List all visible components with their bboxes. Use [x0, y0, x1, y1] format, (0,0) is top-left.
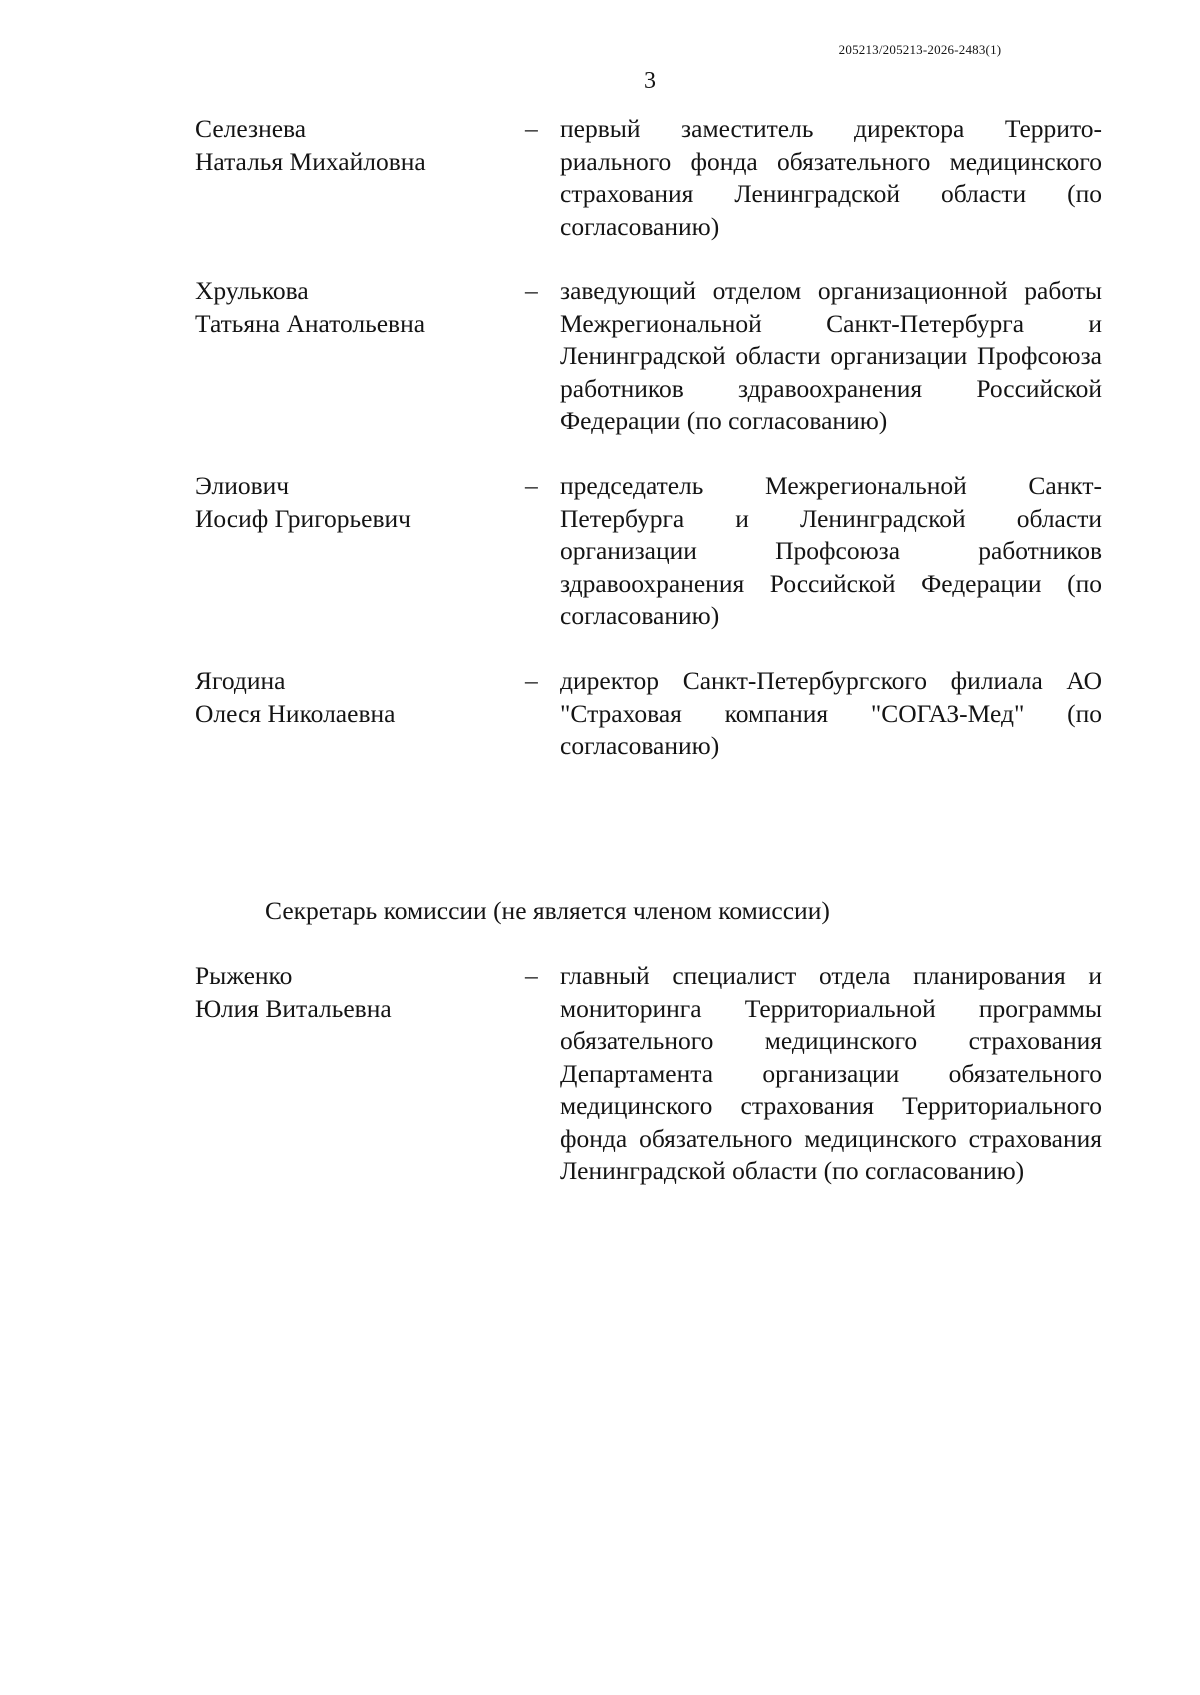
member-name [195, 665, 515, 730]
member-entry [0, 665, 1200, 763]
dash-separator: – [525, 114, 538, 143]
document-registration-number: 205213/205213-2026-2483(1) [838, 42, 1002, 57]
member-position: председатель Межрегиональной Санкт-Петербурга и Ленинградской области организации Профсоюза работников здравоохранения Российской Федерации (по согласованию) [560, 471, 1102, 630]
dash-separator: – [525, 961, 538, 990]
member-given-names: Олеся Николаевна [195, 698, 396, 728]
member-surname: Селезнева [195, 114, 307, 143]
dash-separator: – [525, 471, 538, 500]
member-name [195, 275, 515, 340]
member-given-names: Татьяна Анатольевна [195, 308, 426, 338]
member-entry [0, 275, 1200, 438]
member-name [195, 470, 515, 535]
member-surname: Ягодина [195, 666, 286, 695]
secretary-given-names: Юлия Витальевна [195, 993, 392, 1023]
member-name [195, 113, 515, 178]
secretary-entry [0, 960, 1200, 1188]
member-entry [0, 113, 1200, 243]
member-surname: Элиович [195, 471, 290, 500]
member-given-names: Наталья Михайловна [195, 146, 426, 176]
member-given-names: Иосиф Григорьевич [195, 503, 411, 533]
member-position: заведующий отделом организационной работы Межрегиональной Санкт-Петербурга и Ленинградской области организации Профсоюза работников здравоохранения Российской Федерации (по согласованию) [560, 276, 1102, 435]
member-entry [0, 470, 1200, 633]
member-position: директор Санкт-Петербургского филиала АО "Страховая компания "СОГАЗ-Мед" (по согласованию) [560, 666, 1102, 760]
secretary-surname: Рыженко [195, 961, 293, 990]
dash-separator: – [525, 666, 538, 695]
member-surname: Хрулькова [195, 276, 309, 305]
page-number: 3 [644, 68, 656, 94]
secretary-position: главный специалист отдела планирования и мониторинга Территориальной программы обязательного медицинского страхования Департамента организации обязательного медицинского страхования Территориального фонда обязательного медицинского страхования Ленинградской области (по согласованию) [560, 961, 1102, 1185]
dash-separator: – [525, 276, 538, 305]
member-position: первый заместитель директора Территориального фонда обязательного медицинского страхования Ленинградской области (по согласованию) [560, 114, 1102, 241]
secretary-section-heading: Секретарь комиссии (не является членом комиссии) [265, 896, 830, 925]
secretary-name [195, 960, 515, 1025]
